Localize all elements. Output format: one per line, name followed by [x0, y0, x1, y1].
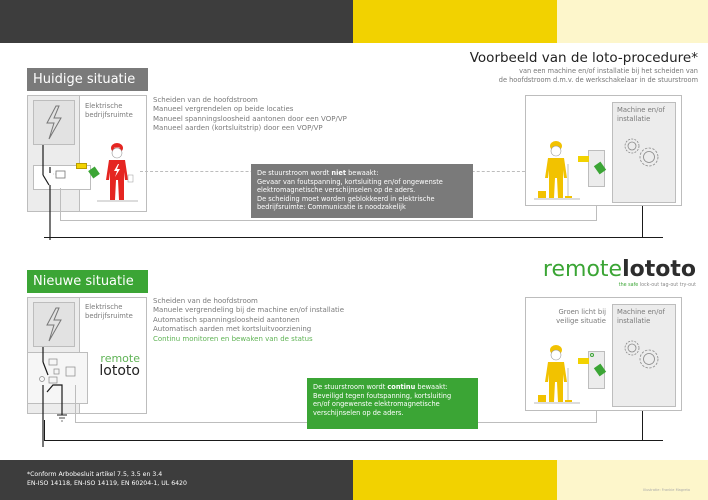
green-light-label: Groen licht bij veilige situatie	[556, 308, 606, 325]
main-wire-new	[44, 440, 663, 441]
step-item: Manueel aarden (kortsluitstrip) door een VOP/VP	[153, 124, 323, 133]
automatic-switch-icon	[33, 347, 93, 447]
module-brand: remote lototo	[99, 352, 140, 379]
current-situation-label: Huidige situatie	[27, 68, 148, 91]
step-item: Manueel vergrendelen op beide locaties	[153, 105, 294, 114]
brand-logo: remotelototo	[542, 257, 696, 282]
step-item: Scheiden van de hoofdstroom	[153, 297, 258, 305]
new-steps-list	[153, 297, 344, 344]
new-situation-label: Nieuwe situatie	[27, 270, 148, 293]
top-band-cream	[557, 0, 708, 43]
top-band-dark	[0, 0, 353, 43]
worker-red-icon	[100, 140, 145, 205]
new-machine-label: Machine en/of installatie	[617, 308, 665, 325]
current-callout: De stuurstroom wordt niet bewaakt: Gevaar van foutspanning, kortsluiting en/of ongewenste elektromagnetische verschijnselen op de aders. De scheiding moet worden geblokkeerd in elektrische bedrijfsruimte: Communicatie is noodzakelijk	[251, 164, 473, 218]
step-item: Manueel spanningsloosheid aantonen door een VOP/VP	[153, 114, 347, 123]
footnote: *Conform Arbobesluit artikel 7.5, 3.5 en 3.4 EN-ISO 14118, EN-ISO 14119, EN 60204-1, UL 6420	[27, 471, 187, 487]
brand-tagline: the safe lock-out tag-out try-out	[618, 283, 696, 288]
step-item-highlight: Continu monitoren en bewaken van de status	[153, 334, 313, 343]
new-room-label: Elektrische bedrijfsruimte	[85, 303, 133, 320]
worker-yellow-icon	[535, 340, 593, 410]
lock-tag-yellow	[76, 163, 87, 169]
new-callout: De stuurstroom wordt continu bewaakt: Beveiligd tegen foutspanning, kortsluiting en/of ongewenste elektromagnetische verschijnselen op de aders.	[307, 378, 478, 429]
page-subtitle: van een machine en/of installatie bij het scheiden van de hoofdstroom d.m.v. de werkschakelaar in de stuurstroom	[498, 67, 698, 84]
bottom-band-yellow	[353, 460, 557, 500]
lightning-icon	[44, 105, 64, 140]
gears-icon	[620, 134, 670, 174]
current-steps-list	[153, 96, 347, 134]
current-machine-label: Machine en/of installatie	[617, 106, 665, 123]
control-wire-new	[75, 385, 76, 423]
current-room-label: Elektrische bedrijfsruimte	[85, 102, 133, 119]
control-wire-current	[60, 188, 61, 221]
step-item: Manuele vergrendeling bij de machine en/of installatie	[153, 306, 344, 315]
lightning-icon	[44, 307, 64, 342]
step-item: Automatisch aarden met kortsluitvoorziening	[153, 325, 312, 334]
gears-icon	[620, 336, 670, 376]
step-item: Scheiden van de hoofdstroom	[153, 96, 258, 104]
top-band-yellow	[353, 0, 557, 43]
worker-yellow-icon	[535, 136, 593, 206]
illustration-credit: Illustratie: Frankie Magreta	[642, 488, 690, 492]
switch-symbol-icon	[33, 145, 93, 240]
control-wire-current-h	[60, 220, 597, 221]
step-item: Automatisch spanningsloosheid aantonen	[153, 315, 300, 324]
page-title: Voorbeeld van de loto-procedure*	[469, 50, 698, 66]
bottom-band-cream	[557, 460, 708, 500]
main-wire-current	[44, 237, 663, 238]
